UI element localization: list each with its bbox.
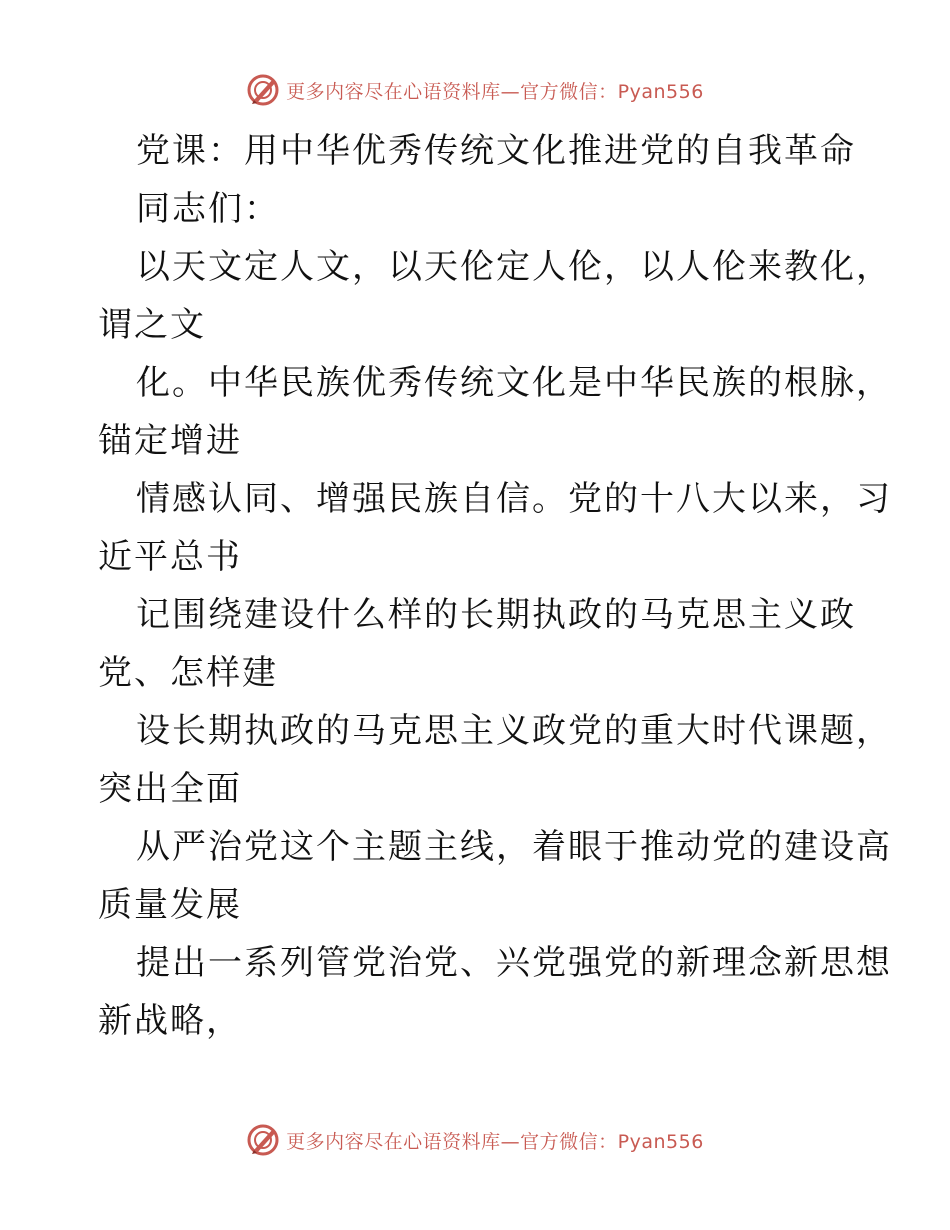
text-line: 新战略， [98,1001,242,1041]
text-line: 同志们： [136,189,280,229]
document-body [98,122,892,1050]
text-line: 以天文定人文，以天伦定人伦，以人伦来教化， [136,247,892,287]
text-line: 提出一系列管党治党、兴党强党的新理念新思想 [136,943,892,983]
text-line: 党课：用中华优秀传统文化推进党的自我革命 [136,131,856,171]
text-line: 情感认同、增强民族自信。党的十八大以来，习 [136,479,892,519]
text-line: 党、怎样建 [98,653,278,693]
watermark-group [246,73,704,107]
header-watermark [0,70,950,110]
watermark-text: 更多内容尽在心语资料库—官方微信：Pyan556 [286,1130,704,1153]
watermark-group [246,1123,704,1157]
text-line: 谓之文 [98,305,206,345]
pen-circle-icon [246,1123,280,1157]
text-line: 记围绕建设什么样的长期执政的马克思主义政 [136,595,856,635]
text-line: 近平总书 [98,537,242,577]
watermark-text: 更多内容尽在心语资料库—官方微信：Pyan556 [286,80,704,103]
text-line: 突出全面 [98,769,242,809]
text-line: 锚定增进 [98,421,242,461]
pen-circle-icon [246,73,280,107]
text-line: 化。中华民族优秀传统文化是中华民族的根脉， [136,363,892,403]
text-line: 质量发展 [98,885,242,925]
text-line: 设长期执政的马克思主义政党的重大时代课题， [136,711,892,751]
footer-watermark [0,1120,950,1160]
text-line: 从严治党这个主题主线，着眼于推动党的建设高 [136,827,892,867]
